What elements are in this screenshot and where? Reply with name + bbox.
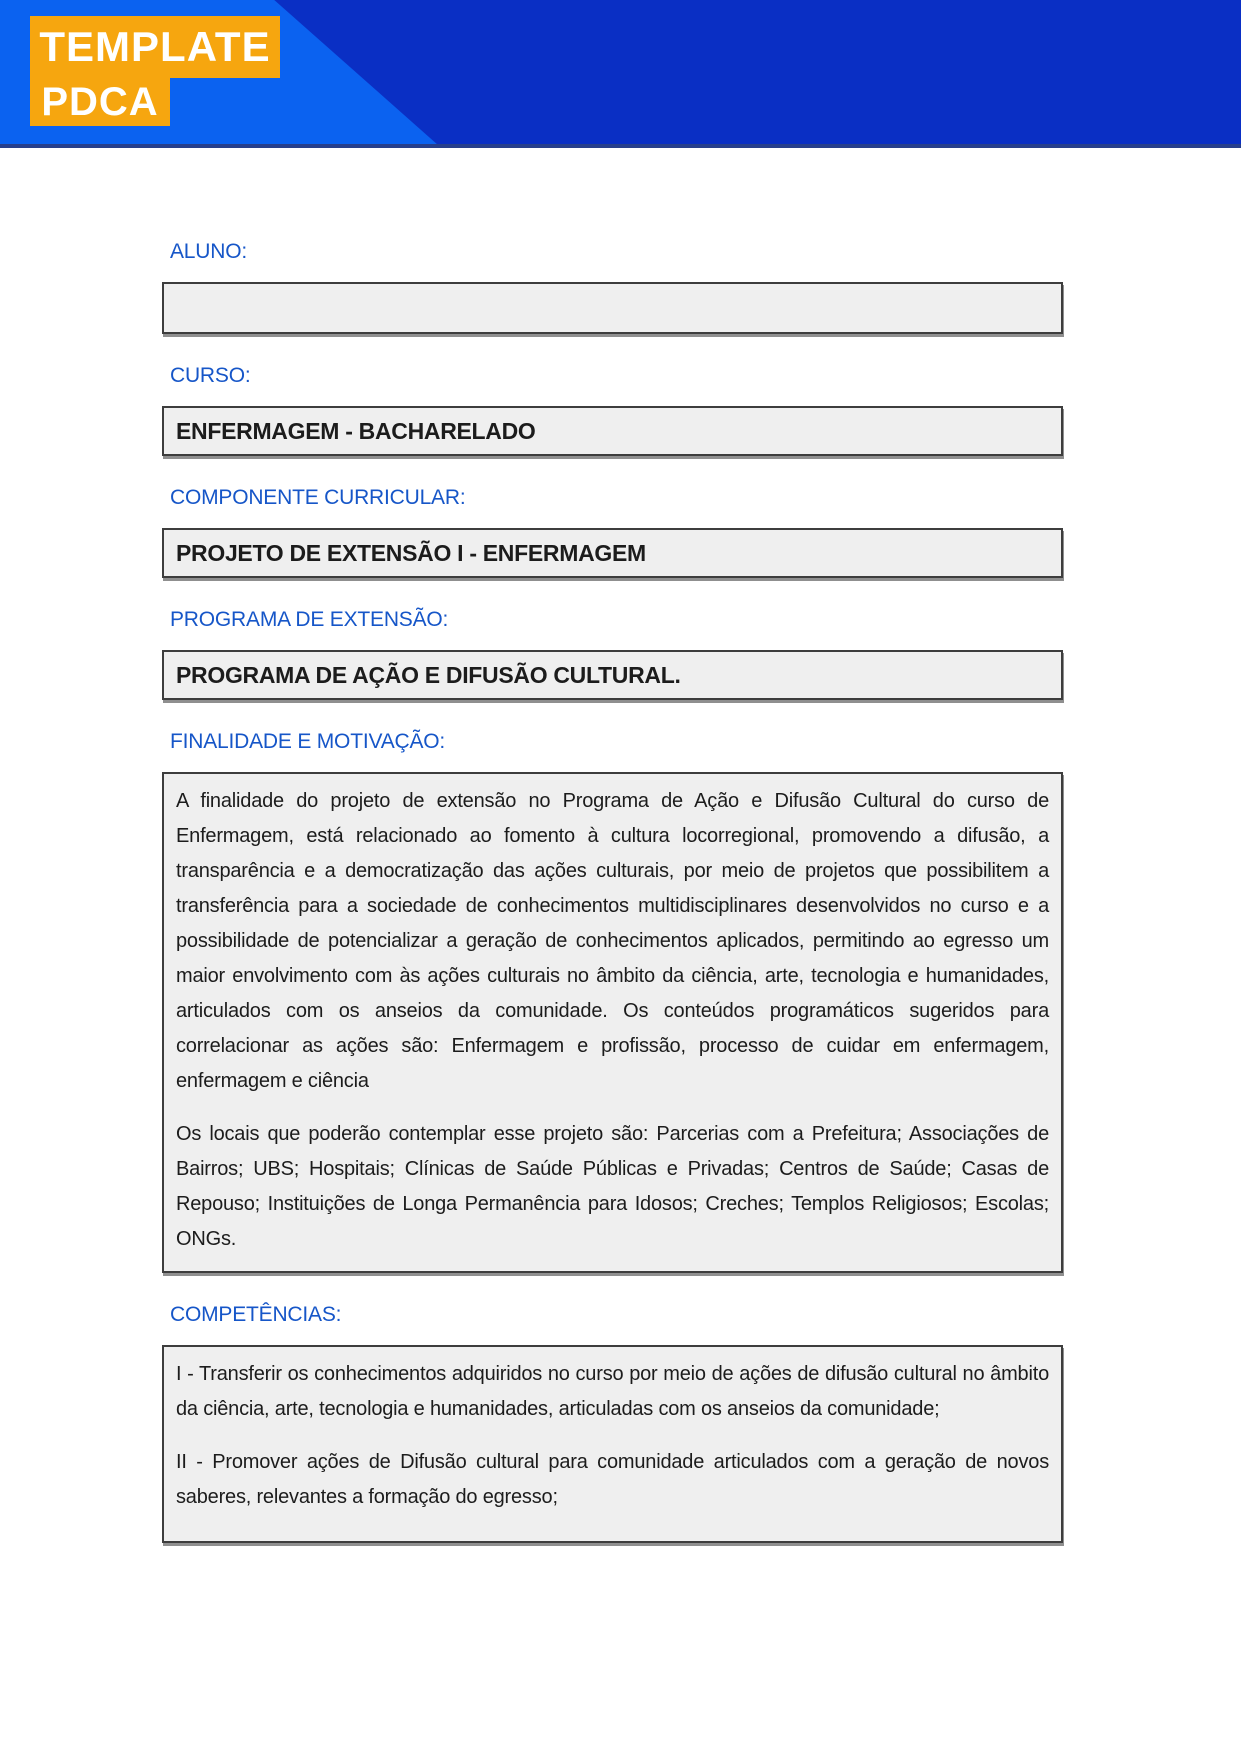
field-label-componente-curricular: COMPONENTE CURRICULAR: (170, 486, 466, 509)
competencia-item-2: II - Promover ações de Difusão cultural para comunidade articulados com a geração de novos saberes, relevantes a formação do egresso; (176, 1451, 1049, 1508)
finalidade-paragraph-1: A finalidade do projeto de extensão no Programa de Ação e Difusão Cultural do curso de Enfermagem, está relacionado ao fomento à cultura locorregional, promovendo a difusão, a transparência e a democratização das ações culturais, por meio de projetos que possibilitem a transferência para a sociedade de conhecimentos multidisciplinares desenvolvidos no curso e a possibilidade de potencializar a geração de conhecimentos aplicados, permitindo ao egresso um maior envolvimento com às ações culturais no âmbito da ciência, arte, tecnologia e humanidades, articulados com os anseios da comunidade. Os conteúdos programáticos sugeridos para correlacionar as ações são: Enfermagem e profissão, processo de cuidar em enfermagem, enfermagem e ciência (176, 790, 1049, 1092)
field-value-curso: ENFERMAGEM - BACHARELADO (176, 417, 536, 444)
section-aluno (162, 240, 1063, 334)
field-value-programa-extensao: PROGRAMA DE AÇÃO E DIFUSÃO CULTURAL. (176, 661, 681, 688)
form-content (0, 148, 1241, 1543)
logo-line2: PDCA (30, 78, 170, 126)
competencia-item-1: I - Transferir os conhecimentos adquiridos no curso por meio de ações de difusão cultural no âmbito da ciência, arte, tecnologia e humanidades, articuladas com os anseios da comunidade; (176, 1363, 1049, 1420)
field-box-componente-curricular[interactable] (162, 528, 1063, 578)
logo-line1: TEMPLATE (30, 16, 280, 78)
page-header (0, 0, 1241, 148)
section-curso (162, 364, 1063, 456)
field-box-aluno[interactable] (162, 282, 1063, 334)
field-label-programa-extensao: PROGRAMA DE EXTENSÃO: (170, 608, 449, 631)
finalidade-paragraph-2: Os locais que poderão contemplar esse projeto são: Parcerias com a Prefeitura; Associações de Bairros; UBS; Hospitais; Clínicas de Saúde Públicas e Privadas; Centros de Saúde; Casas de Repouso; Instituições de Longa Permanência para Idosos; Creches; Templos Religiosos; Escolas; ONGs. (176, 1123, 1049, 1250)
section-programa-extensao (162, 608, 1063, 700)
field-label-competencias: COMPETÊNCIAS: (170, 1303, 342, 1326)
field-box-competencias[interactable] (162, 1345, 1063, 1543)
field-box-curso[interactable] (162, 406, 1063, 456)
field-box-programa-extensao[interactable] (162, 650, 1063, 700)
section-competencias (162, 1303, 1063, 1543)
section-finalidade-motivacao (162, 730, 1063, 1273)
section-componente-curricular (162, 486, 1063, 578)
field-label-aluno: ALUNO: (170, 240, 247, 263)
field-value-componente-curricular: PROJETO DE EXTENSÃO I - ENFERMAGEM (176, 539, 646, 566)
field-label-curso: CURSO: (170, 364, 251, 387)
field-box-finalidade-motivacao[interactable] (162, 772, 1063, 1273)
field-label-finalidade-motivacao: FINALIDADE E MOTIVAÇÃO: (170, 730, 446, 753)
